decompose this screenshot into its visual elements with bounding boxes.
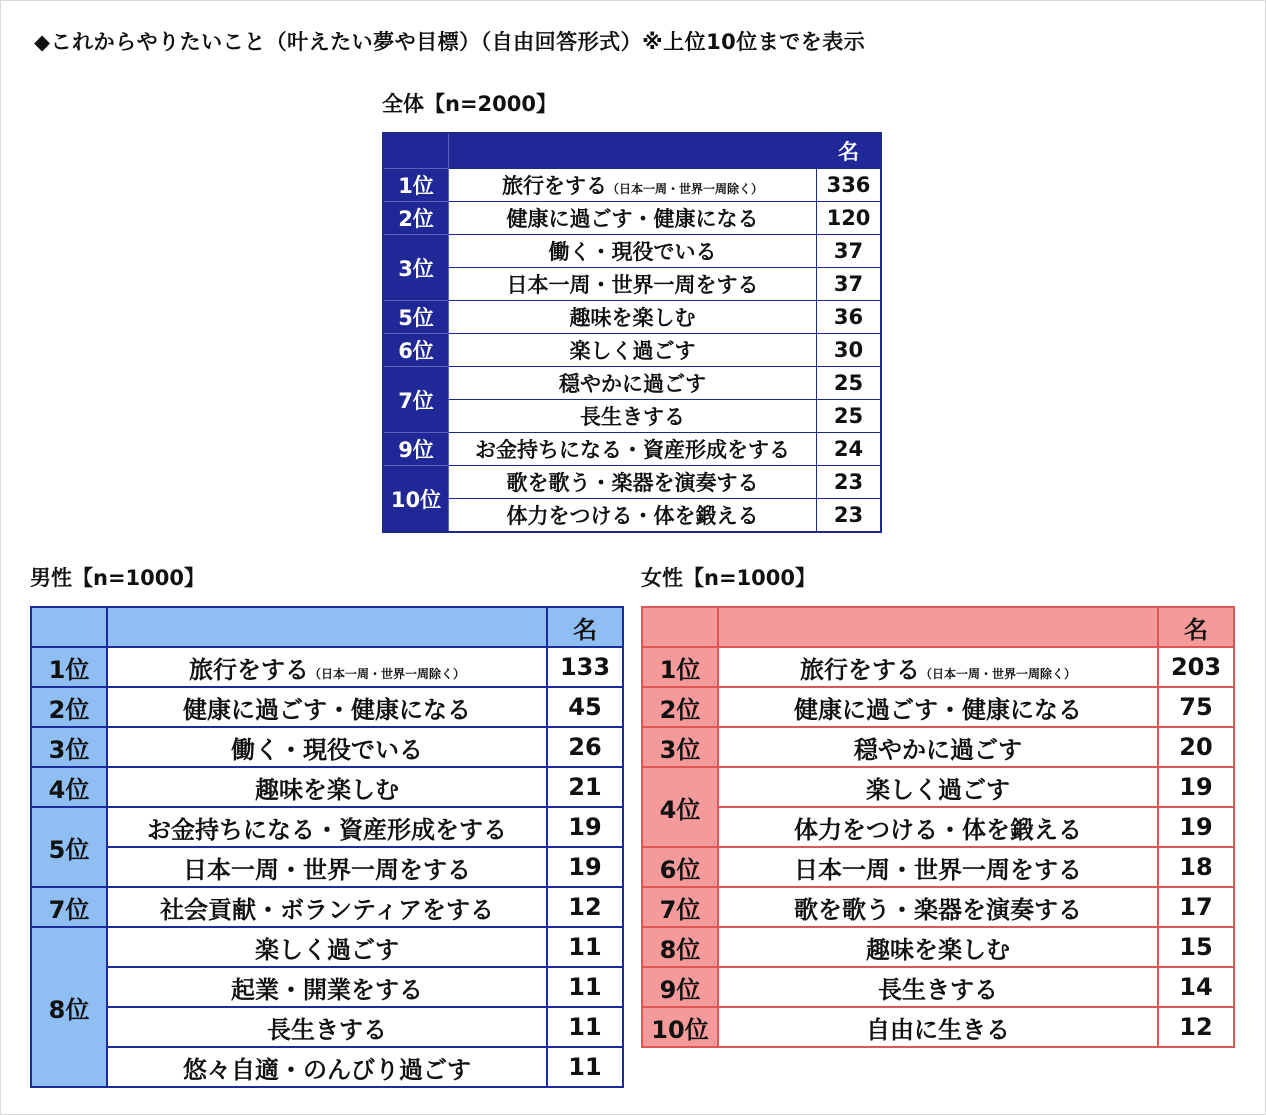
table-row bbox=[31, 967, 623, 1007]
table-row bbox=[31, 807, 623, 847]
header-item-cell bbox=[449, 133, 817, 169]
rank-cell: 7位 bbox=[383, 367, 449, 433]
rank-cell: 10位 bbox=[383, 466, 449, 533]
header-unit-cell: 名 bbox=[817, 133, 882, 169]
rank-cell: 8位 bbox=[642, 927, 718, 967]
value-cell: 20 bbox=[1158, 727, 1234, 767]
item-cell bbox=[718, 1007, 1158, 1047]
item-label: 歌を歌う・楽器を演奏する bbox=[506, 471, 759, 495]
item-label: 働く・現役でいる bbox=[548, 240, 717, 264]
rank-cell: 2位 bbox=[642, 687, 718, 727]
value-cell: 19 bbox=[547, 807, 623, 847]
table-row bbox=[31, 647, 623, 687]
value-cell: 21 bbox=[547, 767, 623, 807]
table-row bbox=[31, 1007, 623, 1047]
table-row bbox=[383, 202, 881, 235]
item-cell bbox=[107, 1007, 547, 1047]
table-row bbox=[31, 887, 623, 927]
rank-cell: 8位 bbox=[31, 927, 107, 1087]
table-header-row bbox=[31, 607, 623, 647]
value-cell: 12 bbox=[1158, 1007, 1234, 1047]
item-cell bbox=[718, 727, 1158, 767]
table-row bbox=[642, 967, 1234, 1007]
rank-cell: 1位 bbox=[31, 647, 107, 687]
rank-cell: 7位 bbox=[642, 887, 718, 927]
header-rank-cell bbox=[642, 607, 718, 647]
item-cell bbox=[718, 767, 1158, 807]
item-cell bbox=[107, 967, 547, 1007]
item-label: 健康に過ごす・健康になる bbox=[506, 207, 759, 231]
ranking-table-all bbox=[382, 132, 882, 533]
value-cell: 75 bbox=[1158, 687, 1234, 727]
item-label: 長生きする bbox=[580, 405, 685, 429]
table-row bbox=[642, 727, 1234, 767]
item-cell bbox=[107, 847, 547, 887]
item-label: お金持ちになる・資産形成をする bbox=[147, 815, 507, 844]
item-label: 穏やかに過ごす bbox=[854, 735, 1022, 764]
item-label: 日本一周・世界一周をする bbox=[794, 855, 1082, 884]
value-cell: 17 bbox=[1158, 887, 1234, 927]
rank-cell: 1位 bbox=[642, 647, 718, 687]
item-cell bbox=[718, 927, 1158, 967]
item-label: 悠々自適・のんびり過ごす bbox=[183, 1055, 471, 1084]
value-cell: 37 bbox=[817, 235, 882, 268]
item-label: 楽しく過ごす bbox=[255, 935, 399, 964]
value-cell: 25 bbox=[817, 400, 882, 433]
table-row bbox=[642, 807, 1234, 847]
table-row bbox=[642, 687, 1234, 727]
table-header-row bbox=[383, 133, 881, 169]
value-cell: 336 bbox=[817, 169, 882, 202]
item-cell bbox=[449, 433, 817, 466]
rank-cell: 9位 bbox=[383, 433, 449, 466]
item-cell bbox=[718, 647, 1158, 687]
table-row bbox=[383, 499, 881, 533]
table-row bbox=[642, 647, 1234, 687]
header-unit-cell: 名 bbox=[1158, 607, 1234, 647]
item-label: 日本一周・世界一周をする bbox=[506, 273, 759, 297]
table-row bbox=[31, 727, 623, 767]
table-row bbox=[31, 767, 623, 807]
item-label: 働く・現役でいる bbox=[231, 735, 423, 764]
table-row bbox=[383, 268, 881, 301]
rank-cell: 3位 bbox=[642, 727, 718, 767]
figure-title: ◆これからやりたいこと（叶えたい夢や目標）（自由回答形式）※上位10位までを表示 bbox=[34, 30, 866, 54]
rank-cell: 5位 bbox=[383, 301, 449, 334]
ranking-table-male bbox=[30, 606, 624, 1088]
value-cell: 14 bbox=[1158, 967, 1234, 1007]
rank-cell: 6位 bbox=[642, 847, 718, 887]
header-unit-cell: 名 bbox=[547, 607, 623, 647]
rank-cell: 4位 bbox=[31, 767, 107, 807]
value-cell: 11 bbox=[547, 927, 623, 967]
table-row bbox=[642, 927, 1234, 967]
item-label: 日本一周・世界一周をする bbox=[183, 855, 471, 884]
value-cell: 23 bbox=[817, 466, 882, 499]
item-label: お金持ちになる・資産形成をする bbox=[475, 438, 790, 462]
caption-all: 全体【n=2000】 bbox=[382, 92, 557, 116]
table-row bbox=[642, 1007, 1234, 1047]
value-cell: 19 bbox=[1158, 807, 1234, 847]
value-cell: 30 bbox=[817, 334, 882, 367]
item-label: 体力をつける・体を鍛える bbox=[506, 504, 759, 528]
item-label: 旅行をする bbox=[501, 174, 607, 198]
item-cell bbox=[449, 268, 817, 301]
item-label: 歌を歌う・楽器を演奏する bbox=[794, 895, 1082, 924]
table-header-row bbox=[642, 607, 1234, 647]
item-cell bbox=[718, 847, 1158, 887]
table-row bbox=[383, 466, 881, 499]
table-row bbox=[31, 687, 623, 727]
item-label: 健康に過ごす・健康になる bbox=[794, 695, 1082, 724]
value-cell: 11 bbox=[547, 967, 623, 1007]
header-rank-cell bbox=[383, 133, 449, 169]
table-row bbox=[383, 433, 881, 466]
table-row bbox=[383, 367, 881, 400]
rank-cell: 2位 bbox=[31, 687, 107, 727]
item-cell bbox=[449, 235, 817, 268]
rank-cell: 5位 bbox=[31, 807, 107, 887]
item-cell bbox=[449, 301, 817, 334]
item-cell bbox=[449, 169, 817, 202]
item-cell bbox=[107, 647, 547, 687]
rank-cell: 7位 bbox=[31, 887, 107, 927]
rank-cell: 3位 bbox=[383, 235, 449, 301]
table-row bbox=[642, 767, 1234, 807]
value-cell: 23 bbox=[817, 499, 882, 533]
value-cell: 11 bbox=[547, 1007, 623, 1047]
ranking-table-female bbox=[641, 606, 1235, 1048]
value-cell: 25 bbox=[817, 367, 882, 400]
item-cell bbox=[718, 887, 1158, 927]
item-label: 長生きする bbox=[878, 975, 998, 1004]
item-label: 長生きする bbox=[267, 1015, 387, 1044]
item-label: 趣味を楽しむ bbox=[866, 935, 1010, 964]
item-label: 穏やかに過ごす bbox=[559, 372, 706, 396]
item-cell bbox=[107, 727, 547, 767]
table-row bbox=[31, 927, 623, 967]
item-label: 楽しく過ごす bbox=[866, 775, 1010, 804]
rank-cell: 4位 bbox=[642, 767, 718, 847]
item-cell bbox=[449, 202, 817, 235]
caption-male: 男性【n=1000】 bbox=[30, 566, 205, 590]
item-label: 起業・開業をする bbox=[231, 975, 423, 1004]
value-cell: 26 bbox=[547, 727, 623, 767]
item-label: 旅行をする bbox=[799, 655, 920, 684]
item-cell bbox=[449, 466, 817, 499]
table-row bbox=[642, 887, 1234, 927]
item-cell bbox=[107, 1047, 547, 1087]
caption-female: 女性【n=1000】 bbox=[641, 566, 816, 590]
header-rank-cell bbox=[31, 607, 107, 647]
value-cell: 19 bbox=[547, 847, 623, 887]
item-cell bbox=[449, 367, 817, 400]
item-note: （日本一周・世界一周除く） bbox=[308, 666, 465, 681]
item-cell bbox=[107, 767, 547, 807]
table-row bbox=[383, 400, 881, 433]
value-cell: 120 bbox=[817, 202, 882, 235]
table-row bbox=[31, 1047, 623, 1087]
item-label: 趣味を楽しむ bbox=[569, 306, 696, 330]
table-row bbox=[31, 847, 623, 887]
value-cell: 24 bbox=[817, 433, 882, 466]
table-row bbox=[383, 169, 881, 202]
rank-cell: 2位 bbox=[383, 202, 449, 235]
value-cell: 12 bbox=[547, 887, 623, 927]
item-cell bbox=[718, 967, 1158, 1007]
item-label: 社会貢献・ボランティアをする bbox=[159, 895, 495, 924]
item-cell bbox=[449, 400, 817, 433]
item-note: （日本一周・世界一周除く） bbox=[606, 182, 763, 196]
value-cell: 203 bbox=[1158, 647, 1234, 687]
rank-cell: 10位 bbox=[642, 1007, 718, 1047]
item-label: 旅行をする bbox=[188, 655, 309, 684]
value-cell: 18 bbox=[1158, 847, 1234, 887]
item-cell bbox=[107, 887, 547, 927]
rank-cell: 6位 bbox=[383, 334, 449, 367]
rank-cell: 1位 bbox=[383, 169, 449, 202]
value-cell: 45 bbox=[547, 687, 623, 727]
table-row bbox=[383, 235, 881, 268]
table-row bbox=[383, 301, 881, 334]
table-row bbox=[383, 334, 881, 367]
header-item-cell bbox=[107, 607, 547, 647]
item-label: 健康に過ごす・健康になる bbox=[183, 695, 471, 724]
value-cell: 37 bbox=[817, 268, 882, 301]
rank-cell: 9位 bbox=[642, 967, 718, 1007]
item-cell bbox=[718, 687, 1158, 727]
rank-cell: 3位 bbox=[31, 727, 107, 767]
item-cell bbox=[107, 927, 547, 967]
table-row bbox=[642, 847, 1234, 887]
value-cell: 11 bbox=[547, 1047, 623, 1087]
item-label: 体力をつける・体を鍛える bbox=[794, 815, 1082, 844]
value-cell: 36 bbox=[817, 301, 882, 334]
item-cell bbox=[107, 807, 547, 847]
item-label: 趣味を楽しむ bbox=[255, 775, 399, 804]
item-note: （日本一周・世界一周除く） bbox=[919, 666, 1076, 681]
header-item-cell bbox=[718, 607, 1158, 647]
item-label: 楽しく過ごす bbox=[569, 339, 696, 363]
value-cell: 133 bbox=[547, 647, 623, 687]
value-cell: 19 bbox=[1158, 767, 1234, 807]
item-cell bbox=[449, 334, 817, 367]
value-cell: 15 bbox=[1158, 927, 1234, 967]
item-cell bbox=[107, 687, 547, 727]
item-label: 自由に生きる bbox=[866, 1015, 1010, 1044]
item-cell bbox=[718, 807, 1158, 847]
item-cell bbox=[449, 499, 817, 533]
